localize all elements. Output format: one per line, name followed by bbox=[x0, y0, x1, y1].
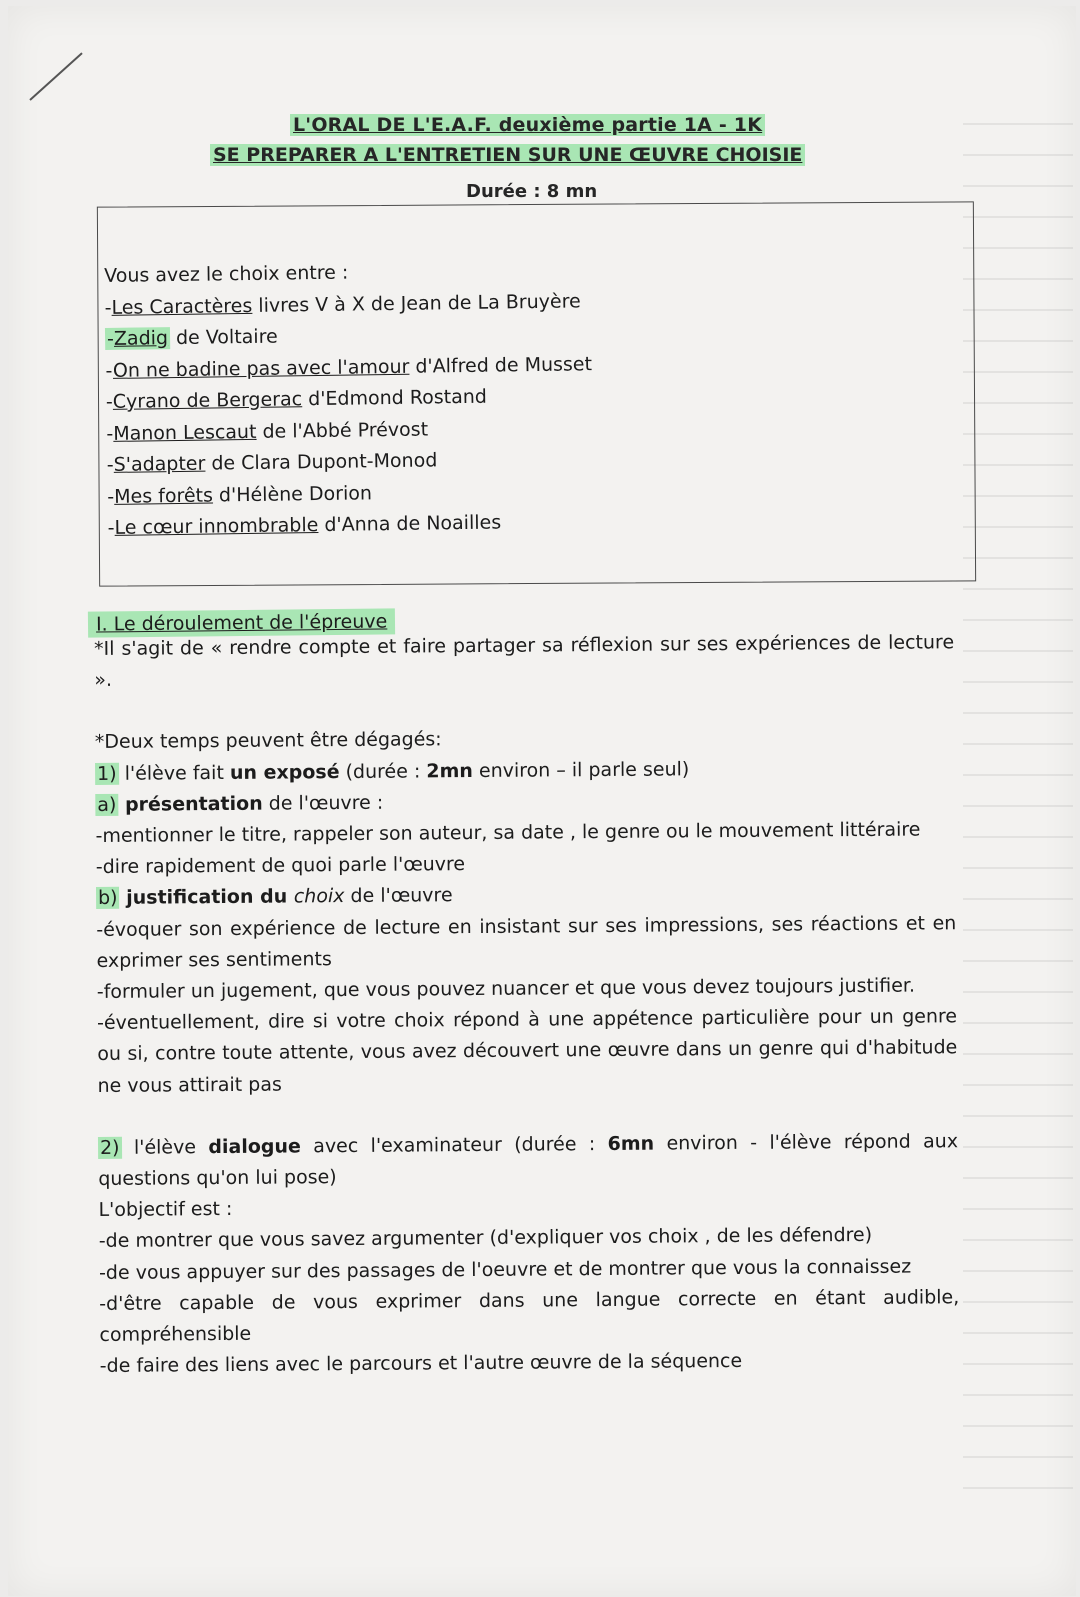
list-item: -de faire des liens avec le parcours et l'autre œuvre de la séquence bbox=[99, 1350, 743, 1378]
list-item: -évoquer son expérience de lecture en insistant sur ses impressions, ses réactions et en exprimer ses sentiments bbox=[96, 911, 957, 972]
objective-label: L'objectif est : bbox=[98, 1198, 233, 1222]
work-item: -Mes forêts d'Hélène Dorion bbox=[107, 481, 373, 508]
pen-mark bbox=[29, 52, 82, 100]
step-2: 2) l'élève dialogue avec l'examinateur (durée : 6mn environ - l'élève répond aux questions qu'on lui pose) bbox=[98, 1130, 959, 1191]
list-item: -éventuellement, dire si votre choix répond à une appétence particulière pour un genre ou si, contre toute attente, vous avez découvert une œuvre dans un genre qui d'habitude ne vous attirait pas bbox=[96, 1005, 958, 1097]
list-item: -mentionner le titre, rappeler son auteur, sa date , le genre ou le mouvement littéraire bbox=[95, 818, 921, 848]
list-item: -de vous appuyer sur des passages de l'oeuvre et de montrer que vous la connaissez bbox=[98, 1255, 912, 1284]
section-heading: I. Le déroulement de l'épreuve bbox=[88, 608, 396, 637]
list-item: -de montrer que vous savez argumenter (d'expliquer vos choix , de les défendre) bbox=[98, 1224, 873, 1253]
section-body bbox=[94, 627, 960, 1382]
work-item: -Zadig de Voltaire bbox=[106, 325, 278, 350]
work-item: -Manon Lescaut de l'Abbé Prévost bbox=[106, 417, 429, 445]
part-a-heading: a) présentation de l'œuvre : bbox=[97, 791, 384, 816]
work-item: -Cyrano de Bergerac d'Edmond Rostand bbox=[105, 385, 488, 413]
part-b-heading: b) justification du choix de l'œuvre bbox=[97, 884, 453, 910]
list-item: -d'être capable de vous exprimer dans une langue correcte en étant audible, compréhensible bbox=[99, 1286, 960, 1347]
work-item: -S'adapter de Clara Dupont-Monod bbox=[106, 449, 438, 476]
work-item: -On ne badine pas avec l'amour d'Alfred de Musset bbox=[105, 352, 593, 382]
work-item: -Le cœur innombrable d'Anna de Noailles bbox=[107, 511, 502, 539]
document-page bbox=[8, 6, 1076, 1596]
list-item: -dire rapidement de quoi parle l'œuvre bbox=[95, 853, 466, 879]
step-1: 1) l'élève fait un exposé (durée : 2mn environ – il parle seul) bbox=[97, 757, 690, 785]
list-item: -formuler un jugement, que vous pouvez nuancer et que vous devez toujours justifier. bbox=[96, 974, 916, 1004]
work-item: -Les Caractères livres V à X de Jean de La Bruyère bbox=[104, 289, 581, 319]
title-line-1: L'ORAL DE L'E.A.F. deuxième partie 1A - 1K bbox=[290, 114, 765, 136]
title-line-2: SE PREPARER A L'ENTRETIEN SUR UNE ŒUVRE CHOISIE bbox=[210, 144, 805, 166]
two-times: *Deux temps peuvent être dégagés: bbox=[94, 728, 442, 754]
works-list bbox=[104, 254, 594, 544]
bleed-through-text bbox=[963, 101, 1073, 1501]
intro-paragraph: *Il s'agit de « rendre compte et faire partager sa réflexion sur ses expériences de lecture ». bbox=[94, 631, 955, 692]
works-intro: Vous avez le choix entre : bbox=[104, 261, 349, 287]
duration: Durée : 8 mn bbox=[466, 181, 598, 202]
